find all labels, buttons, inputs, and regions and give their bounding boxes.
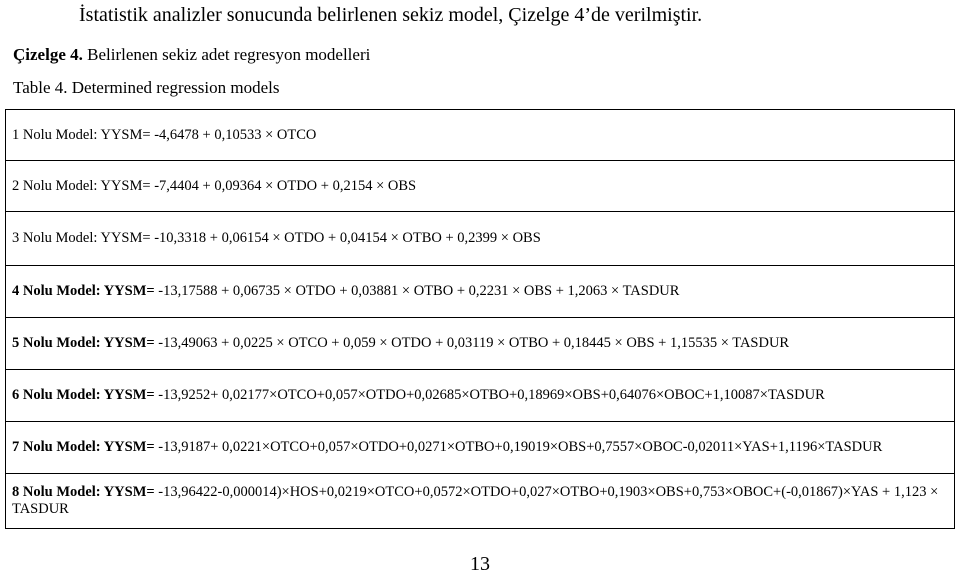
model-formula: -4,6478 + 0,10533 × OTCO — [150, 126, 317, 143]
table-row — [6, 422, 955, 474]
regression-models-table — [5, 109, 955, 529]
model-label: 4 Nolu Model: YYSM= — [12, 283, 155, 299]
model-cell-5 — [6, 318, 955, 370]
model-label: 6 Nolu Model: YYSM= — [12, 387, 155, 403]
table-caption-title: Belirlenen sekiz adet regresyon modelleri — [87, 45, 371, 64]
model-cell-1 — [6, 110, 955, 161]
model-formula: -7,4404 + 0,09364 × OTDO + 0,2154 × OBS — [150, 177, 417, 194]
table-caption-label: Çizelge 4. — [13, 45, 83, 64]
table-row — [6, 161, 955, 212]
model-cell-3 — [6, 212, 955, 266]
model-formula: -13,49063 + 0,0225 × OTCO + 0,059 × OTDO + 0,03119 × OTBO + 0,18445 × OBS + 1,15535 × TASDUR — [154, 335, 790, 351]
model-cell-8 — [6, 474, 955, 529]
model-label: 7 Nolu Model: YYSM= — [12, 439, 155, 455]
model-formula: -13,9187+ 0,0221×OTCO+0,057×OTDO+0,0271×OTBO+0,19019×OBS+0,7557×OBOC-0,02011×YAS+1,1196×TASDUR — [154, 439, 883, 455]
model-cell-6 — [6, 370, 955, 422]
model-cell-2 — [6, 161, 955, 212]
model-formula: -13,96422-0,000014)×HOS+0,0219×OTCO+0,0572×OTDO+0,027×OTBO+0,1903×OBS+0,753×OBOC+(-0,01867)×YAS + 1,123 × TASDUR — [12, 484, 939, 517]
table-row — [6, 370, 955, 422]
model-cell-4 — [6, 266, 955, 318]
table-row — [6, 318, 955, 370]
model-label: 3 Nolu Model: YYSM= — [12, 230, 151, 246]
table-caption-tr — [13, 44, 370, 66]
table-row — [6, 212, 955, 266]
table-caption-en: Table 4. Determined regression models — [13, 78, 280, 97]
model-cell-7 — [6, 422, 955, 474]
model-formula: -10,3318 + 0,06154 × OTDO + 0,04154 × OTBO + 0,2399 × OBS — [150, 230, 541, 246]
intro-paragraph: İstatistik analizler sonucunda belirlenen sekiz model, Çizelge 4’de verilmiştir. — [79, 4, 703, 26]
table-row — [6, 474, 955, 529]
model-label: 8 Nolu Model: YYSM= — [12, 484, 155, 500]
table-row — [6, 110, 955, 161]
model-label: 2 Nolu Model: YYSM= — [12, 177, 151, 194]
model-label: 5 Nolu Model: YYSM= — [12, 335, 155, 351]
model-formula: -13,17588 + 0,06735 × OTDO + 0,03881 × OTBO + 0,2231 × OBS + 1,2063 × TASDUR — [154, 283, 680, 299]
model-label: 1 Nolu Model: YYSM= — [12, 126, 151, 143]
table-row — [6, 266, 955, 318]
page-number: 13 — [470, 553, 490, 575]
model-formula: -13,9252+ 0,02177×OTCO+0,057×OTDO+0,02685×OTBO+0,18969×OBS+0,64076×OBOC+1,10087×TASDUR — [154, 387, 825, 403]
